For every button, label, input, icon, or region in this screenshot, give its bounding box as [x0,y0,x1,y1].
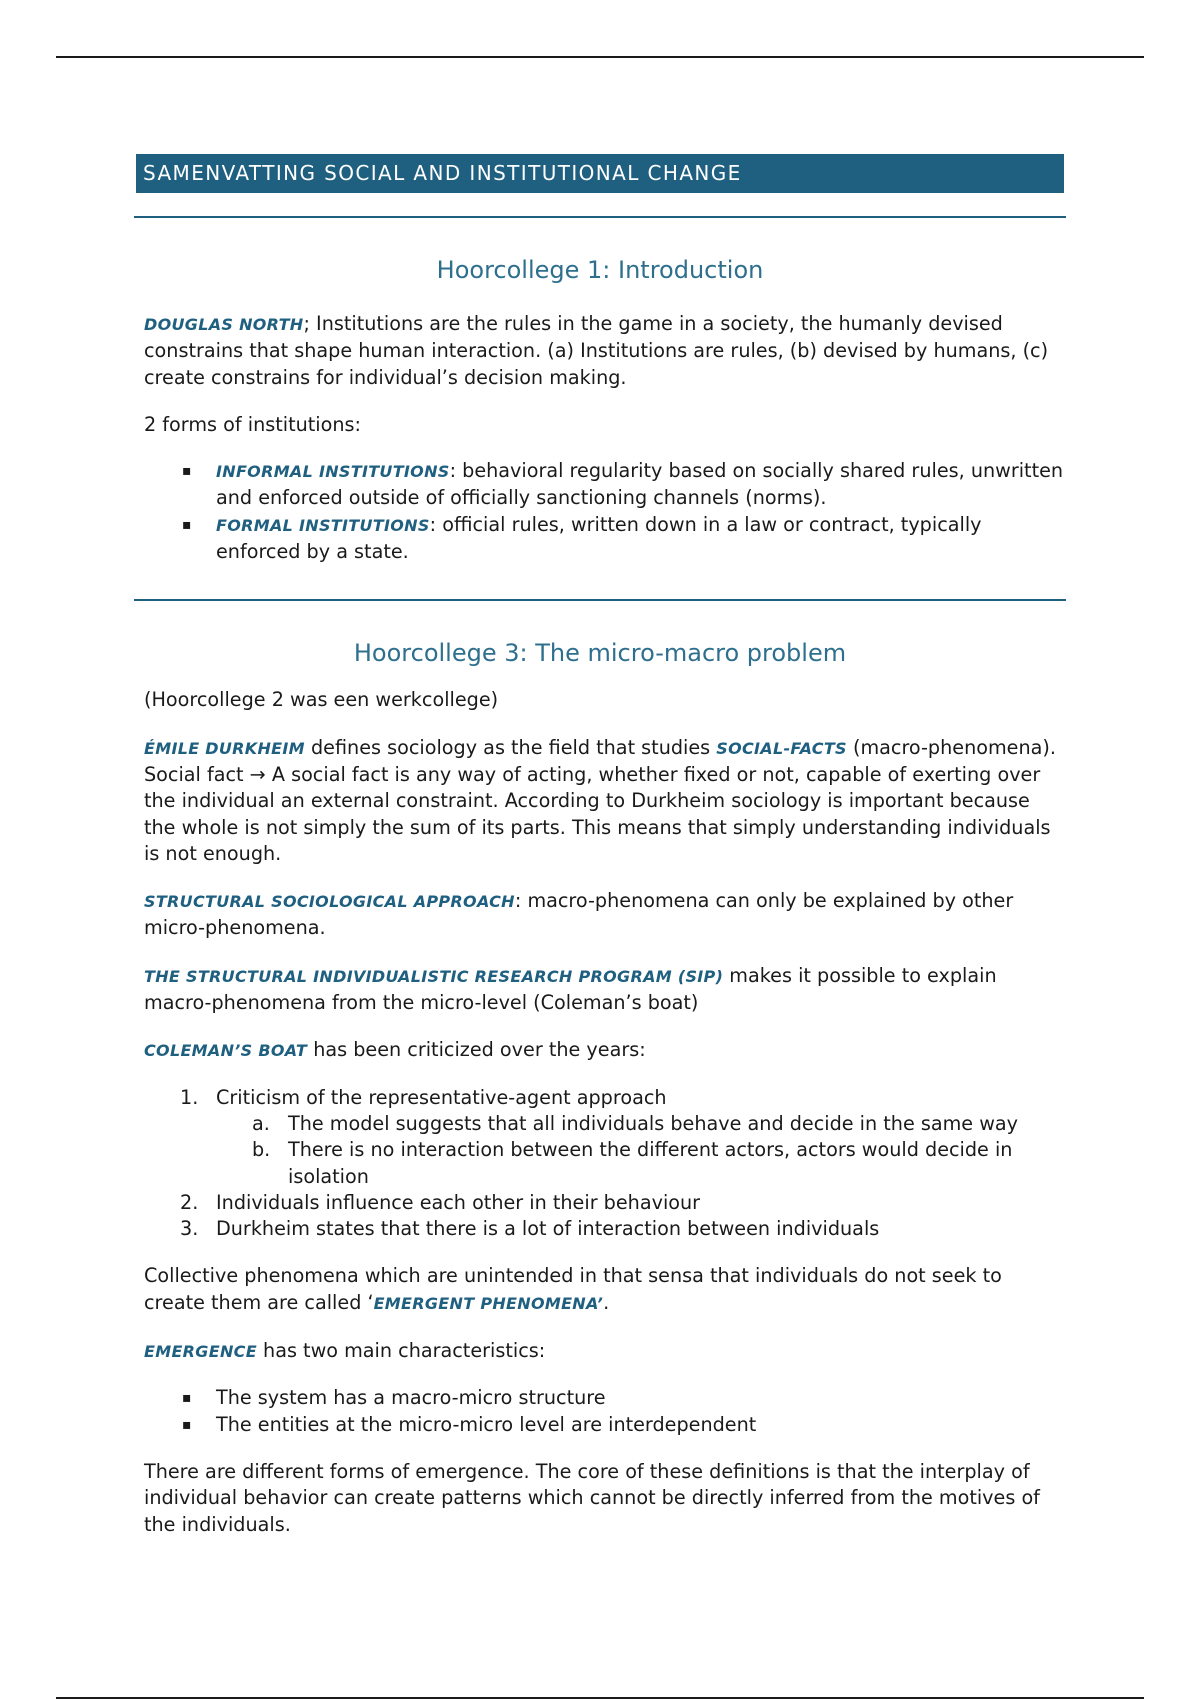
paragraph [136,888,1064,942]
list-number: 2. [180,1190,199,1214]
paragraph [136,311,1064,391]
section-heading: Hoorcollege 1: Introduction [436,256,764,284]
list-item [136,458,1064,512]
paragraph-text: has been criticized over the years: [307,1038,646,1062]
paragraph [136,735,1064,867]
section-divider [134,216,1066,218]
list-item [136,512,1064,566]
bullet-list [136,1385,1064,1438]
paragraph-text: . [603,1290,610,1314]
paragraph [136,1037,1064,1064]
key-term: ÉMILE DURKHEIM [144,738,305,758]
paragraph-text: ; Institutions are the rules in the game in a society, the humanly devised constrains that shape human interaction. (a) Institutions are rules, (b) devised by humans, (c) create constrains for individual’s decision making. [144,312,1049,389]
sub-list [216,1111,1064,1190]
list-item-text: Individuals influence each other in their behaviour [216,1190,701,1214]
paragraph [136,963,1064,1017]
list-item [136,1190,1064,1216]
list-letter: b. [252,1138,271,1162]
paragraph [136,1338,1064,1365]
key-term: SOCIAL-FACTS [716,738,847,758]
page-top-rule [56,56,1144,58]
key-term: DOUGLAS NORTH [144,315,304,334]
key-term: STRUCTURAL SOCIOLOGICAL APPROACH [144,892,515,912]
paragraph-text: makes it possible to explain macro-phenomena from the micro-level (Coleman’s boat) [144,963,997,1015]
list-item-text: Criticism of the representative-agent approach [216,1085,667,1109]
list-item-text: : behavioral regularity based on socially shared rules, unwritten and enforced outside of officially sanctioning channels (norms). [216,459,1064,510]
document-body [136,154,1064,1538]
paragraph-text: defines sociology as the field that studies [304,735,717,759]
sub-list-item [136,1137,1064,1190]
paragraph [136,1263,1064,1317]
key-term: EMERGENT PHENOMENA’ [373,1293,604,1313]
list-letter: a. [252,1111,270,1135]
document-title-banner: SAMENVATTING SOCIAL AND INSTITUTIONAL CHANGE [136,154,1064,193]
paragraph-text: Collective phenomena which are unintended in that sensa that individuals do not seek to create them are called ‘ [144,1264,1002,1314]
list-item [136,1085,1064,1190]
key-term: COLEMAN’S BOAT [144,1041,308,1061]
bullet-list [136,458,1064,565]
list-item-text: There is no interaction between the different actors, actors would decide in isolation [288,1138,1013,1188]
list-number: 3. [180,1217,199,1241]
key-term: EMERGENCE [144,1342,257,1362]
sub-list-item [136,1111,1064,1137]
paragraph: 2 forms of institutions: [144,412,361,436]
list-item: ▪ The system has a macro-micro structure [136,1385,1064,1411]
key-term: THE STRUCTURAL INDIVIDUALISTIC RESEARCH PROGRAM (SIP) [144,966,724,986]
list-item-text: The model suggests that all individuals behave and decide in the same way [288,1111,1019,1135]
page-bottom-rule [56,1697,1144,1699]
list-item-text: Durkheim states that there is a lot of interaction between individuals [216,1217,880,1241]
paragraph: There are different forms of emergence. The core of these definitions is that the interplay of individual behavior can create patterns which cannot be directly inferred from the motives of the individuals. [144,1459,1040,1536]
paragraph-text: has two main characteristics: [256,1339,546,1363]
paragraph: (Hoorcollege 2 was een werkcollege) [144,688,499,712]
list-item: ▪ The entities at the micro-micro level are interdependent [136,1412,1064,1438]
paragraph-text: : macro-phenomena can only be explained by other micro-phenomena. [144,889,1014,940]
list-item [136,1216,1064,1242]
list-item-text: : official rules, written down in a law or contract, typically enforced by a state. [216,512,982,564]
paragraph-text: (macro-phenomena). Social fact → A social fact is any way of acting, whether fixed or not, capable of exerting over the individual an external constraint. According to Durkheim sociology is important because the whole is not simply the sum of its parts. This means that simply understanding individuals is not enough. [144,735,1056,865]
section-heading: Hoorcollege 3: The micro-macro problem [353,639,847,668]
numbered-list [136,1085,1064,1243]
list-number: 1. [180,1085,199,1109]
key-term: FORMAL INSTITUTIONS [216,515,430,535]
section-divider [134,599,1066,601]
key-term: INFORMAL INSTITUTIONS [216,462,450,482]
